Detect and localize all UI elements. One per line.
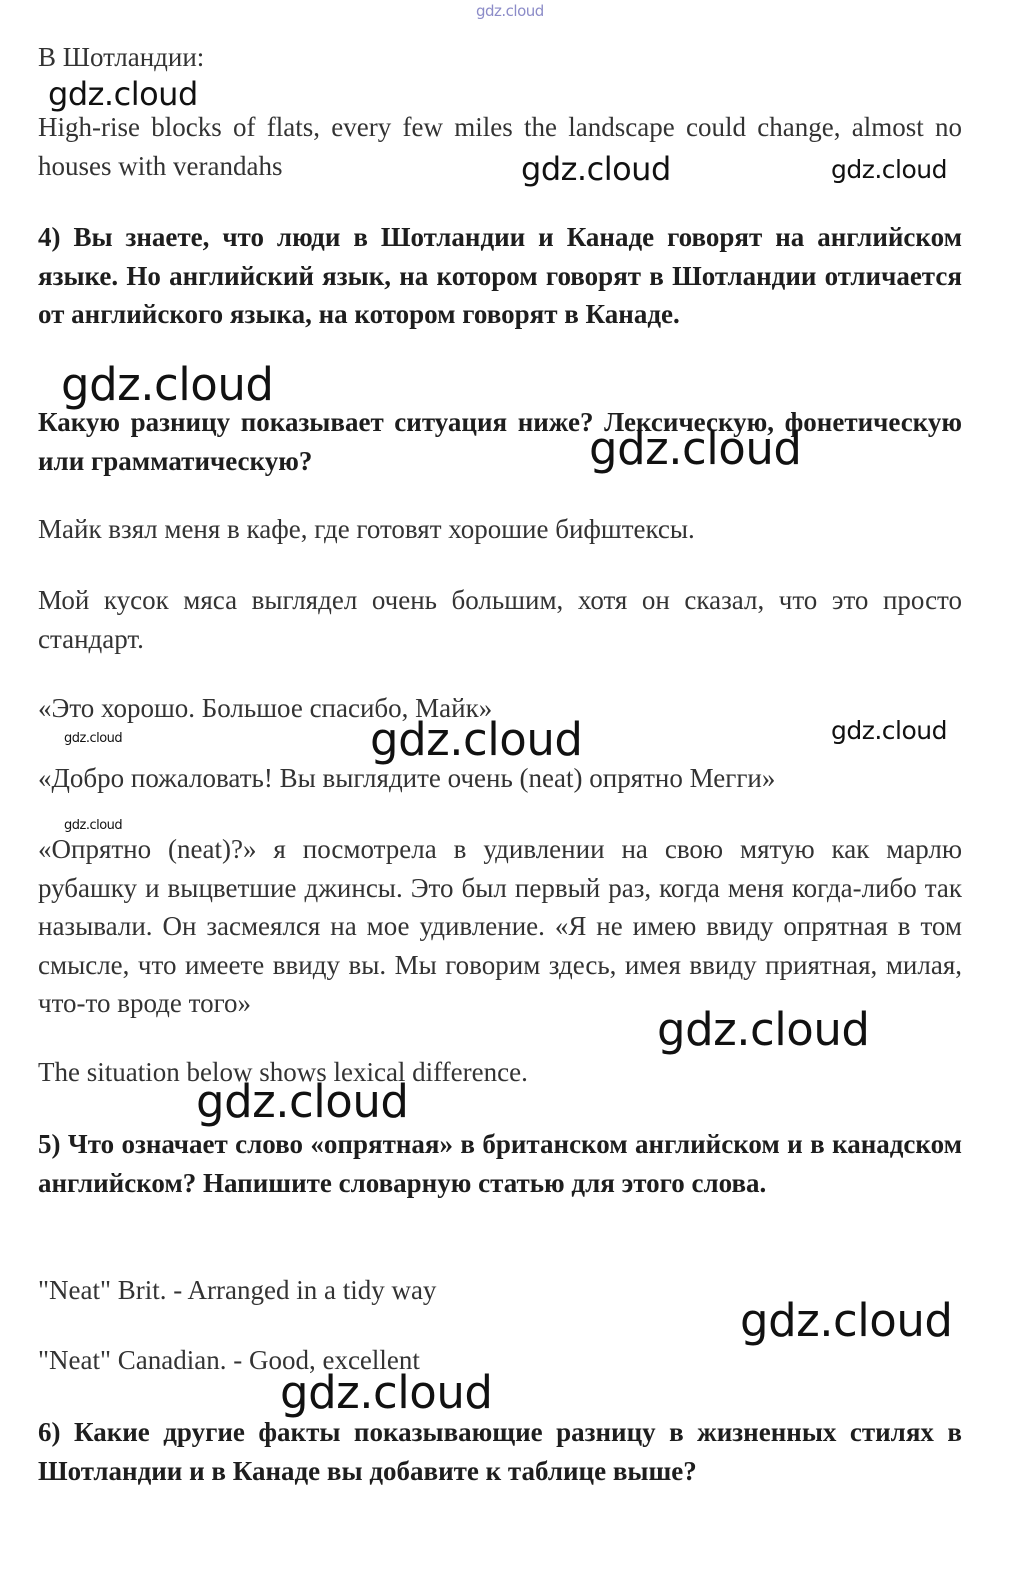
question-6: 6) Какие другие факты показывающие разницу в жизненных стилях в Шотландии и в Канаде вы добавите к таблице выше? (38, 1417, 962, 1486)
watermark: gdz.cloud (280, 1366, 493, 1419)
scotland-heading: В Шотландии: (38, 42, 205, 72)
answer-5-canadian: "Neat" Canadian. - Good, excellent (38, 1345, 420, 1375)
watermark: gdz.cloud (48, 75, 198, 113)
watermark: gdz.cloud (196, 1075, 409, 1128)
scotland-answer: High-rise blocks of flats, every few miles the landscape could change, almost no houses with verandahs (38, 112, 962, 181)
watermark: gdz.cloud (61, 358, 274, 411)
watermark: gdz.cloud (521, 150, 671, 188)
story-paragraph-1: Майк взял меня в кафе, где готовят хорошие бифштексы. (38, 514, 695, 544)
watermark: gdz.cloud (657, 1003, 870, 1056)
question-4: 4) Вы знаете, что люди в Шотландии и Канаде говорят на английском языке. Но английский язык, на котором говорят в Шотландии отличается от английского языка, на котором говорят в Канаде. (38, 222, 962, 329)
story-paragraph-3: «Это хорошо. Большое спасибо, Майк» (38, 693, 493, 723)
question-5: 5) Что означает слово «опрятная» в британском английском и в канадском английском? Напишите словарную статью для этого слова. (38, 1129, 962, 1198)
answer-4: The situation below shows lexical difference. (38, 1057, 528, 1087)
watermark: gdz.cloud (589, 422, 802, 475)
answer-5-brit: "Neat" Brit. - Arranged in a tidy way (38, 1275, 437, 1305)
watermark: gdz.cloud (740, 1294, 953, 1347)
watermark: gdz.cloud (370, 713, 583, 766)
story-paragraph-2: Мой кусок мяса выглядел очень большим, хотя он сказал, что это просто стандарт. (38, 585, 962, 654)
watermark: gdz.cloud (831, 155, 948, 184)
question-4-sub: Какую разницу показывает ситуация ниже? Лексическую, фонетическую или грамматическую? (38, 407, 962, 476)
watermark: gdz.cloud (476, 2, 544, 20)
story-paragraph-4: «Добро пожаловать! Вы выглядите очень (neat) опрятно Мегги» (38, 763, 776, 793)
watermark: gdz.cloud (64, 731, 123, 746)
watermark: gdz.cloud (64, 818, 123, 833)
story-paragraph-5: «Опрятно (neat)?» я посмотрела в удивлении на свою мятую как марлю рубашку и выцветшие джинсы. Это был первый раз, когда меня когда-либо так называли. Он засмеялся на мое удивление. «Я не имею ввиду опрятная в том смысле, что имеете ввиду вы. Мы говорим здесь, имея ввиду приятная, милая, что-то вроде того» (38, 834, 962, 1018)
watermark: gdz.cloud (831, 716, 948, 745)
